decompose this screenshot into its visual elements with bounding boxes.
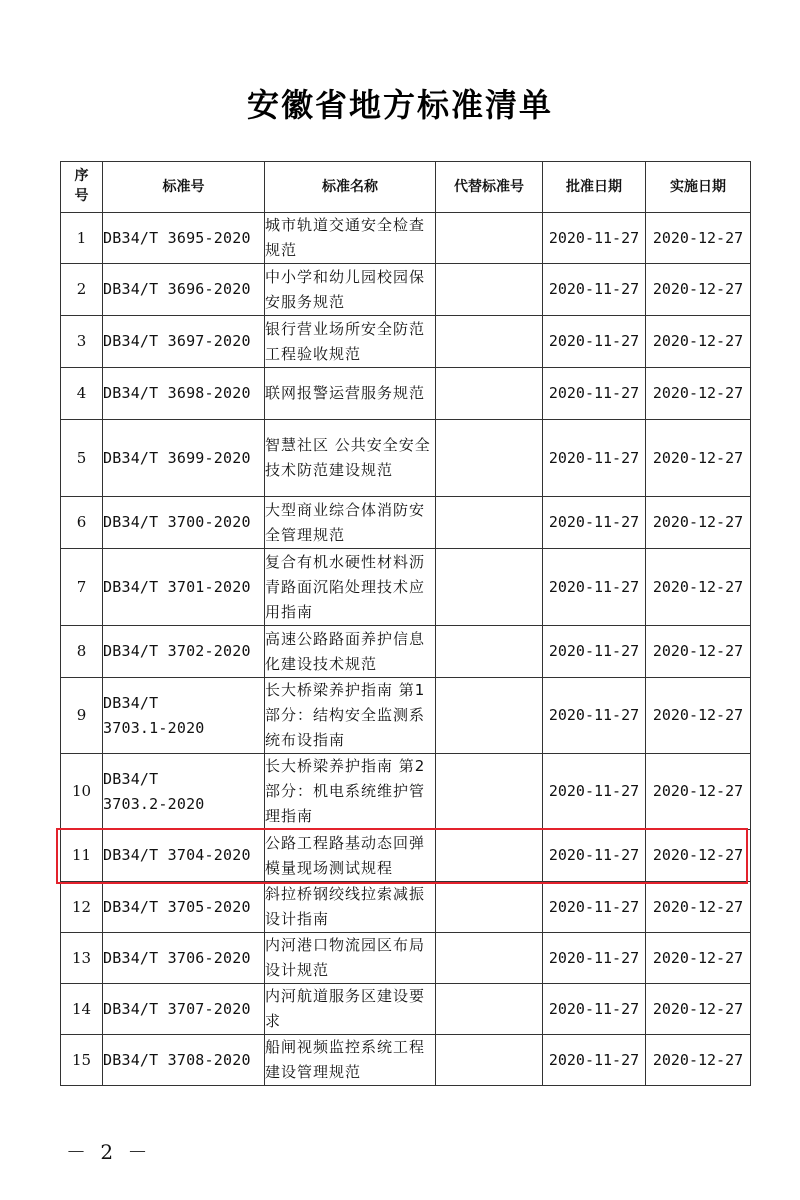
header-effective-date: 实施日期 bbox=[646, 162, 751, 213]
row-standard-code: DB34/T 3705-2020 bbox=[103, 882, 265, 933]
row-seq: 7 bbox=[61, 549, 103, 626]
row-seq: 14 bbox=[61, 984, 103, 1035]
row-standard-code: DB34/T 3706-2020 bbox=[103, 933, 265, 984]
table-row bbox=[61, 933, 751, 984]
row-effective-date: 2020-12-27 bbox=[646, 626, 751, 678]
row-seq: 8 bbox=[61, 626, 103, 678]
row-standard-name: 长大桥梁养护指南 第1部分：结构安全监测系统布设指南 bbox=[265, 678, 436, 754]
row-standard-name: 大型商业综合体消防安全管理规范 bbox=[265, 497, 436, 549]
row-standard-code: DB34/T 3695-2020 bbox=[103, 213, 265, 264]
row-replaced-standard bbox=[436, 497, 543, 549]
table-row bbox=[61, 316, 751, 368]
row-effective-date: 2020-12-27 bbox=[646, 264, 751, 316]
row-approval-date: 2020-11-27 bbox=[543, 754, 646, 830]
row-effective-date: 2020-12-27 bbox=[646, 984, 751, 1035]
row-standard-code: DB34/T 3703.2-2020 bbox=[103, 754, 265, 830]
table-body bbox=[61, 213, 751, 1086]
row-seq: 10 bbox=[61, 754, 103, 830]
row-approval-date: 2020-11-27 bbox=[543, 626, 646, 678]
row-standard-name: 智慧社区 公共安全安全技术防范建设规范 bbox=[265, 420, 436, 497]
row-standard-name: 内河航道服务区建设要求 bbox=[265, 984, 436, 1035]
row-standard-name: 联网报警运营服务规范 bbox=[265, 368, 436, 420]
row-standard-code: DB34/T 3697-2020 bbox=[103, 316, 265, 368]
row-seq: 4 bbox=[61, 368, 103, 420]
row-standard-name: 斜拉桥钢绞线拉索减振设计指南 bbox=[265, 882, 436, 933]
row-standard-name: 复合有机水硬性材料沥青路面沉陷处理技术应用指南 bbox=[265, 549, 436, 626]
row-standard-code: DB34/T 3698-2020 bbox=[103, 368, 265, 420]
row-standard-code: DB34/T 3707-2020 bbox=[103, 984, 265, 1035]
row-approval-date: 2020-11-27 bbox=[543, 882, 646, 933]
row-replaced-standard bbox=[436, 626, 543, 678]
table-row bbox=[61, 264, 751, 316]
header-seq-label: 序号 bbox=[74, 167, 89, 204]
row-standard-code: DB34/T 3696-2020 bbox=[103, 264, 265, 316]
row-approval-date: 2020-11-27 bbox=[543, 497, 646, 549]
row-seq: 3 bbox=[61, 316, 103, 368]
row-effective-date: 2020-12-27 bbox=[646, 213, 751, 264]
table-row bbox=[61, 626, 751, 678]
row-approval-date: 2020-11-27 bbox=[543, 933, 646, 984]
row-effective-date: 2020-12-27 bbox=[646, 368, 751, 420]
row-approval-date: 2020-11-27 bbox=[543, 368, 646, 420]
row-effective-date: 2020-12-27 bbox=[646, 754, 751, 830]
row-effective-date: 2020-12-27 bbox=[646, 678, 751, 754]
row-seq: 9 bbox=[61, 678, 103, 754]
row-standard-name: 高速公路路面养护信息化建设技术规范 bbox=[265, 626, 436, 678]
row-replaced-standard bbox=[436, 933, 543, 984]
row-effective-date: 2020-12-27 bbox=[646, 882, 751, 933]
row-effective-date: 2020-12-27 bbox=[646, 830, 751, 882]
row-replaced-standard bbox=[436, 368, 543, 420]
row-standard-code: DB34/T 3700-2020 bbox=[103, 497, 265, 549]
row-replaced-standard bbox=[436, 678, 543, 754]
row-replaced-standard bbox=[436, 754, 543, 830]
row-approval-date: 2020-11-27 bbox=[543, 213, 646, 264]
row-standard-name: 内河港口物流园区布局设计规范 bbox=[265, 933, 436, 984]
row-approval-date: 2020-11-27 bbox=[543, 264, 646, 316]
row-effective-date: 2020-12-27 bbox=[646, 497, 751, 549]
row-standard-name: 城市轨道交通安全检查规范 bbox=[265, 213, 436, 264]
row-replaced-standard bbox=[436, 264, 543, 316]
row-seq: 11 bbox=[61, 830, 103, 882]
page-number: － 2 － bbox=[66, 1140, 152, 1164]
table-row bbox=[61, 368, 751, 420]
row-approval-date: 2020-11-27 bbox=[543, 1035, 646, 1086]
row-standard-name: 银行营业场所安全防范工程验收规范 bbox=[265, 316, 436, 368]
row-standard-code: DB34/T 3708-2020 bbox=[103, 1035, 265, 1086]
row-replaced-standard bbox=[436, 316, 543, 368]
row-standard-code: DB34/T 3702-2020 bbox=[103, 626, 265, 678]
row-replaced-standard bbox=[436, 420, 543, 497]
row-effective-date: 2020-12-27 bbox=[646, 420, 751, 497]
row-replaced-standard bbox=[436, 830, 543, 882]
row-standard-name: 船闸视频监控系统工程建设管理规范 bbox=[265, 1035, 436, 1086]
header-name: 标准名称 bbox=[265, 162, 436, 213]
row-approval-date: 2020-11-27 bbox=[543, 420, 646, 497]
header-replaced: 代替标准号 bbox=[436, 162, 543, 213]
row-standard-code: DB34/T 3703.1-2020 bbox=[103, 678, 265, 754]
row-approval-date: 2020-11-27 bbox=[543, 984, 646, 1035]
row-replaced-standard bbox=[436, 984, 543, 1035]
table-row bbox=[61, 549, 751, 626]
row-replaced-standard bbox=[436, 213, 543, 264]
row-seq: 6 bbox=[61, 497, 103, 549]
table-row bbox=[61, 754, 751, 830]
row-standard-name: 长大桥梁养护指南 第2部分：机电系统维护管理指南 bbox=[265, 754, 436, 830]
row-seq: 5 bbox=[61, 420, 103, 497]
row-approval-date: 2020-11-27 bbox=[543, 316, 646, 368]
table-row bbox=[61, 1035, 751, 1086]
row-approval-date: 2020-11-27 bbox=[543, 830, 646, 882]
table-header-row bbox=[61, 162, 751, 213]
table-row bbox=[61, 678, 751, 754]
row-effective-date: 2020-12-27 bbox=[646, 316, 751, 368]
row-replaced-standard bbox=[436, 882, 543, 933]
row-standard-name: 公路工程路基动态回弹模量现场测试规程 bbox=[265, 830, 436, 882]
row-approval-date: 2020-11-27 bbox=[543, 549, 646, 626]
header-seq bbox=[61, 162, 103, 213]
row-approval-date: 2020-11-27 bbox=[543, 678, 646, 754]
standards-table bbox=[60, 161, 751, 1086]
table-row bbox=[61, 882, 751, 933]
row-seq: 2 bbox=[61, 264, 103, 316]
row-seq: 1 bbox=[61, 213, 103, 264]
row-seq: 13 bbox=[61, 933, 103, 984]
table-row bbox=[61, 830, 751, 882]
row-standard-code: DB34/T 3701-2020 bbox=[103, 549, 265, 626]
row-standard-name: 中小学和幼儿园校园保安服务规范 bbox=[265, 264, 436, 316]
row-standard-code: DB34/T 3704-2020 bbox=[103, 830, 265, 882]
table-row bbox=[61, 420, 751, 497]
row-effective-date: 2020-12-27 bbox=[646, 549, 751, 626]
table-row bbox=[61, 497, 751, 549]
row-seq: 15 bbox=[61, 1035, 103, 1086]
table-row bbox=[61, 984, 751, 1035]
header-approval-date: 批准日期 bbox=[543, 162, 646, 213]
row-replaced-standard bbox=[436, 549, 543, 626]
row-effective-date: 2020-12-27 bbox=[646, 1035, 751, 1086]
page-title: 安徽省地方标准清单 bbox=[246, 86, 553, 124]
table-row bbox=[61, 213, 751, 264]
header-code: 标准号 bbox=[103, 162, 265, 213]
row-effective-date: 2020-12-27 bbox=[646, 933, 751, 984]
row-replaced-standard bbox=[436, 1035, 543, 1086]
row-seq: 12 bbox=[61, 882, 103, 933]
row-standard-code: DB34/T 3699-2020 bbox=[103, 420, 265, 497]
